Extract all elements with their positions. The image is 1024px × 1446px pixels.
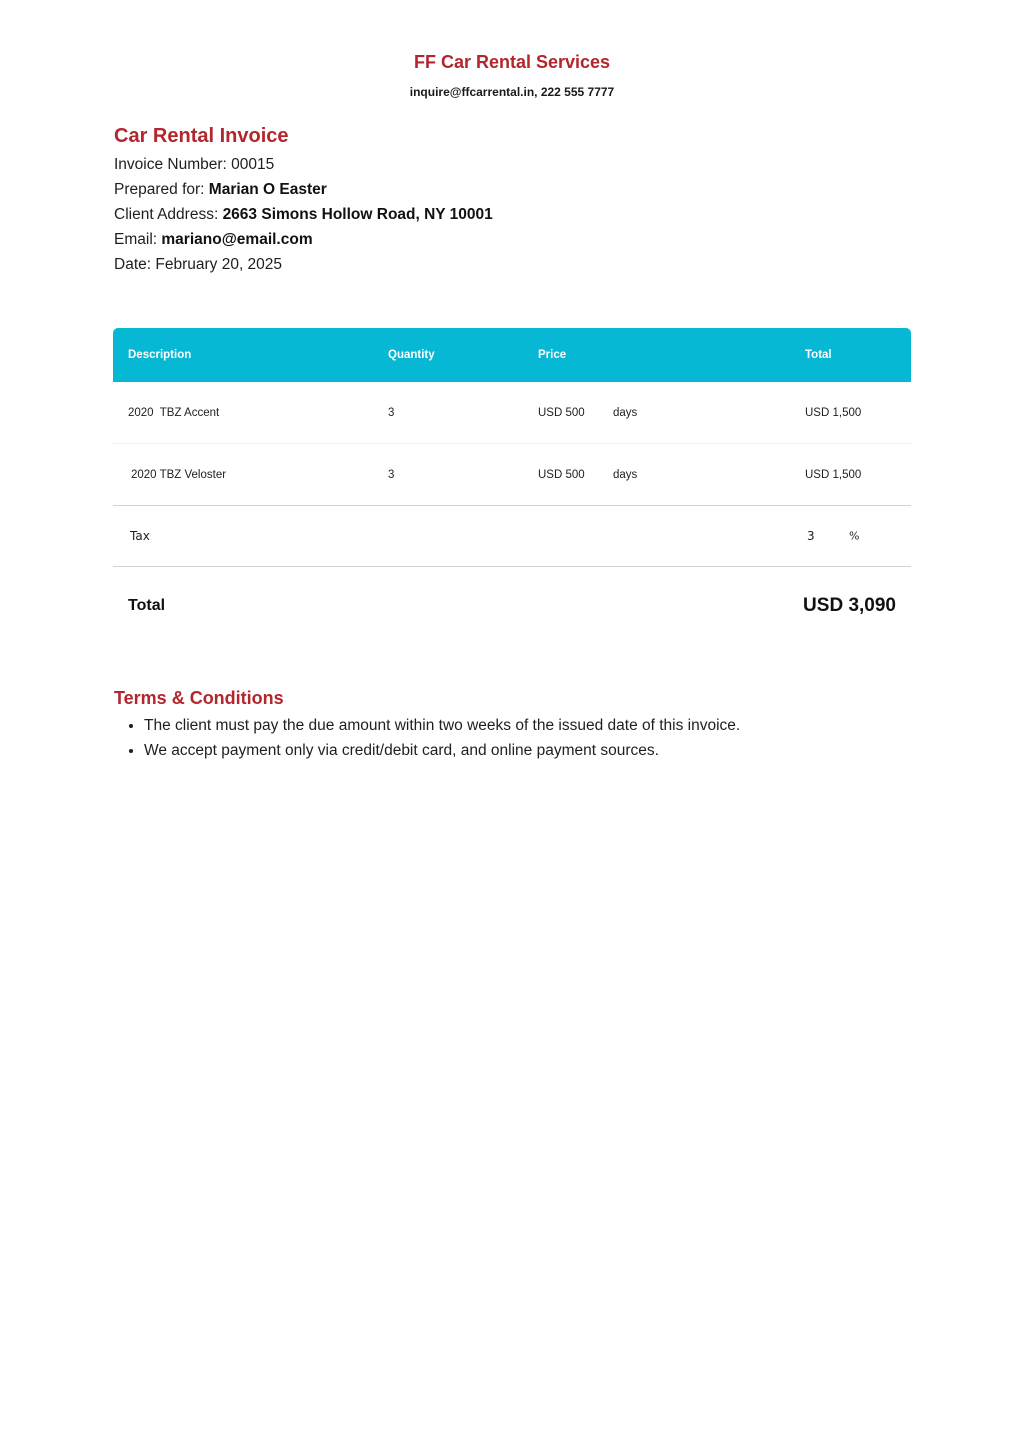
client-address: 2663 Simons Hollow Road, NY 10001 xyxy=(222,206,493,223)
row-price-unit: days xyxy=(613,406,638,419)
tax-row xyxy=(113,506,911,567)
list-item: • The client must pay the due amount within two weeks of the issued date of this invoice. xyxy=(144,713,914,738)
date-label: Date: xyxy=(114,256,152,273)
row-price-unit: days xyxy=(613,468,638,481)
tax-unit: % xyxy=(849,529,860,543)
invoice-date: February 20, 2025 xyxy=(155,256,283,273)
prepared-for-label: Prepared for: xyxy=(114,181,205,198)
column-header-quantity: Quantity xyxy=(388,349,435,361)
row-description: 2020 TBZ Accent xyxy=(128,406,220,419)
row-description: 2020 TBZ Veloster xyxy=(131,468,227,481)
terms-list xyxy=(114,713,914,763)
invoice-title: Car Rental Invoice xyxy=(114,125,289,147)
invoice-number-label: Invoice Number: xyxy=(114,156,227,173)
row-total: USD 1,500 xyxy=(805,468,862,481)
date-line xyxy=(114,252,914,277)
column-header-description: Description xyxy=(128,349,192,361)
table-row xyxy=(113,382,911,444)
column-header-price: Price xyxy=(538,349,567,361)
row-quantity: 3 xyxy=(388,406,395,419)
email-line xyxy=(114,227,914,252)
grand-total-label: Total xyxy=(128,597,166,614)
invoice-number-line xyxy=(114,152,914,177)
prepared-for-line xyxy=(114,177,914,202)
company-name: FF Car Rental Services xyxy=(413,52,611,72)
tax-value: 3 xyxy=(807,529,815,543)
column-header-total: Total xyxy=(805,349,832,361)
terms-section xyxy=(114,686,914,763)
invoice-table xyxy=(113,328,911,647)
invoice-details xyxy=(114,123,914,277)
invoice-number: 00015 xyxy=(231,156,275,173)
table-header xyxy=(113,328,911,382)
client-address-line xyxy=(114,202,914,227)
grand-total-row xyxy=(113,567,911,647)
client-address-label: Client Address: xyxy=(114,206,219,223)
client-email: mariano@email.com xyxy=(161,231,313,248)
client-name: Marian O Easter xyxy=(208,181,327,198)
list-item: • We accept payment only via credit/debit card, and online payment sources. xyxy=(144,738,914,763)
row-price: USD 500 xyxy=(538,406,585,419)
terms-title: Terms & Conditions xyxy=(114,688,284,708)
grand-total-value: USD 3,090 xyxy=(803,595,896,616)
tax-label: Tax xyxy=(130,529,150,543)
company-contact: inquire@ffcarrental.in, 222 555 7777 xyxy=(409,85,615,99)
row-quantity: 3 xyxy=(388,468,395,481)
table-row xyxy=(113,444,911,506)
row-price: USD 500 xyxy=(538,468,585,481)
email-label: Email: xyxy=(114,231,158,248)
row-total: USD 1,500 xyxy=(805,406,862,419)
